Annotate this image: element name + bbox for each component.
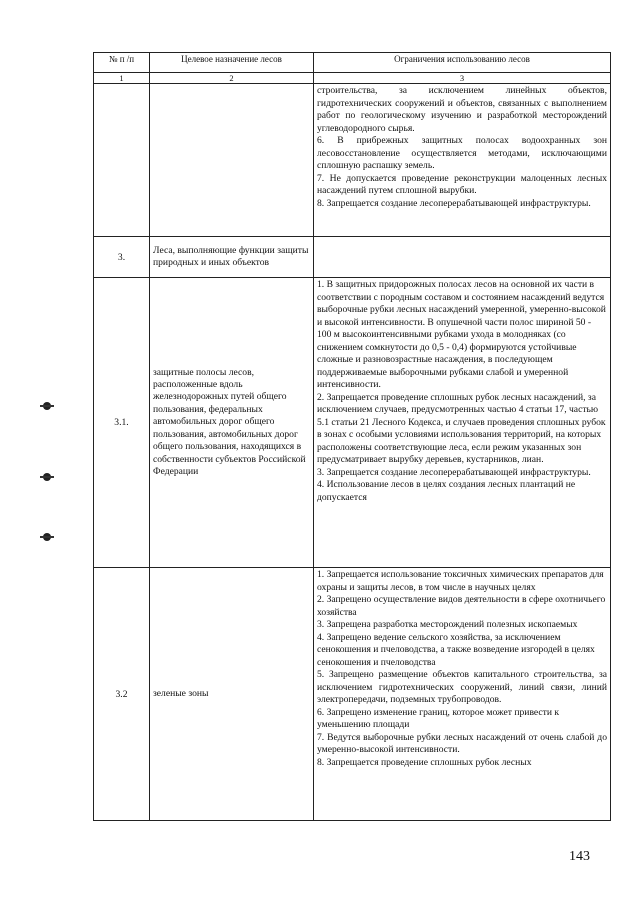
row-number bbox=[94, 84, 150, 237]
restriction-line: 4. Использование лесов в целях создания лесных плантаций не допускается bbox=[317, 479, 576, 503]
row-number: 3. bbox=[94, 237, 150, 278]
restriction-line: 8. Запрещается создание лесоперерабатывающей инфраструктуры. bbox=[317, 197, 591, 209]
row-restrictions bbox=[314, 278, 611, 568]
table-row bbox=[94, 568, 611, 821]
row-restrictions bbox=[314, 568, 611, 821]
column-number-row bbox=[94, 73, 611, 84]
table-row bbox=[94, 84, 611, 237]
restriction-line: 3. Запрещается создание лесоперерабатывающей инфраструктуры. bbox=[317, 466, 591, 478]
restrictions-table bbox=[93, 52, 611, 821]
header-purpose: Целевое назначение лесов bbox=[150, 53, 314, 73]
column-number: 1 bbox=[94, 73, 150, 84]
restriction-line: 2. Запрещается проведение сплошных рубок лесных насаждений, за исключением случаев, предусмотренных частью 4 статьи 17, частью 5.1 статьи 21 Лесного Кодекса, и случаев проведения сплошных рубок в зонах с особыми условиями использования территорий, на которых расположены соответствующие леса, если режим указанных зон предусматривает вырубку деревьев, кустарников, лиан. bbox=[317, 391, 606, 465]
restriction-line: 6. Запрещено изменение границ, которое может привести к уменьшению площади bbox=[317, 706, 560, 730]
restriction-line: 4. Запрещено ведение сельского хозяйства, за исключением сенокошения и пчеловодства, а также возведение изгородей в целях сенокошения и пчеловодства bbox=[317, 631, 595, 668]
row-number: 3.1. bbox=[94, 278, 150, 568]
punch-hole-mark bbox=[43, 402, 51, 410]
restriction-line: 6. В прибрежных защитных полосах водоохранных зон лесовосстановление осуществляется методами, исключающими сплошную распашку земель. bbox=[317, 135, 607, 171]
restriction-line: строительства, за исключением линейных объектов, гидротехнических сооружений и объектов, связанных с выполнением работ по геологическому изучению и разработкой месторождений углеводородного сырья. bbox=[317, 85, 607, 134]
table-header-row bbox=[94, 53, 611, 73]
restriction-line: 1. Запрещается использование токсичных химических препаратов для охраны и защиты лесов, в том числе в научных целях bbox=[317, 569, 604, 593]
header-restrictions: Ограничения использованию лесов bbox=[314, 53, 611, 73]
page-number: 143 bbox=[569, 849, 590, 864]
punch-hole-mark bbox=[43, 473, 51, 481]
header-number: № п /п bbox=[94, 53, 150, 73]
restriction-line: 7. Не допускается проведение реконструкции малоценных лесных насаждений путем сплошной вырубки. bbox=[317, 172, 607, 196]
column-number: 2 bbox=[150, 73, 314, 84]
restriction-line: 1. В защитных придорожных полосах лесов на основной их части в соответствии с породным составом и состоянием насаждений ведутся выборочные рубки лесных насаждений умеренной, умеренно-высокой и высокой интенсивности. В опушечной части полос шириной 50 - 100 м высокоинтенсивными рубками ухода в молодняках (со снижением сомкнутости до 0,5 - 0,4) формируются устойчивые сложные и разновозрастные насаждения, в последующем поддерживаемые выборочными рубками слабой и умеренной интенсивности. bbox=[317, 279, 606, 390]
restriction-line: 8. Запрещается проведение сплошных рубок лесных bbox=[317, 756, 532, 768]
row-purpose: Леса, выполняющие функции защиты природных и иных объектов bbox=[150, 237, 314, 278]
row-purpose bbox=[150, 84, 314, 237]
row-restrictions bbox=[314, 237, 611, 278]
restriction-line: 7. Ведутся выборочные рубки лесных насаждений от очень слабой до умеренно-высокой интенсивности. bbox=[317, 731, 607, 755]
row-purpose: зеленые зоны bbox=[150, 568, 314, 821]
punch-hole-mark bbox=[43, 533, 51, 541]
column-number: 3 bbox=[314, 73, 611, 84]
table-row bbox=[94, 237, 611, 278]
row-restrictions bbox=[314, 84, 611, 237]
restriction-line: 5. Запрещено размещение объектов капитального строительства, за исключением гидротехнических сооружений, линий связи, линий электропередачи, подземных трубопроводов. bbox=[317, 669, 607, 705]
row-number: 3.2 bbox=[94, 568, 150, 821]
table-row bbox=[94, 278, 611, 568]
restriction-line: 3. Запрещена разработка месторождений полезных ископаемых bbox=[317, 619, 578, 630]
restriction-line: 2. Запрещено осуществление видов деятельности в сфере охотничьего хозяйства bbox=[317, 594, 606, 618]
row-purpose: защитные полосы лесов, расположенные вдоль железнодорожных путей общего пользования, федеральных автомобильных дорог общего пользования, автомобильных дорог общего пользования, находящихся в собственности субъектов Российской Федерации bbox=[150, 278, 314, 568]
